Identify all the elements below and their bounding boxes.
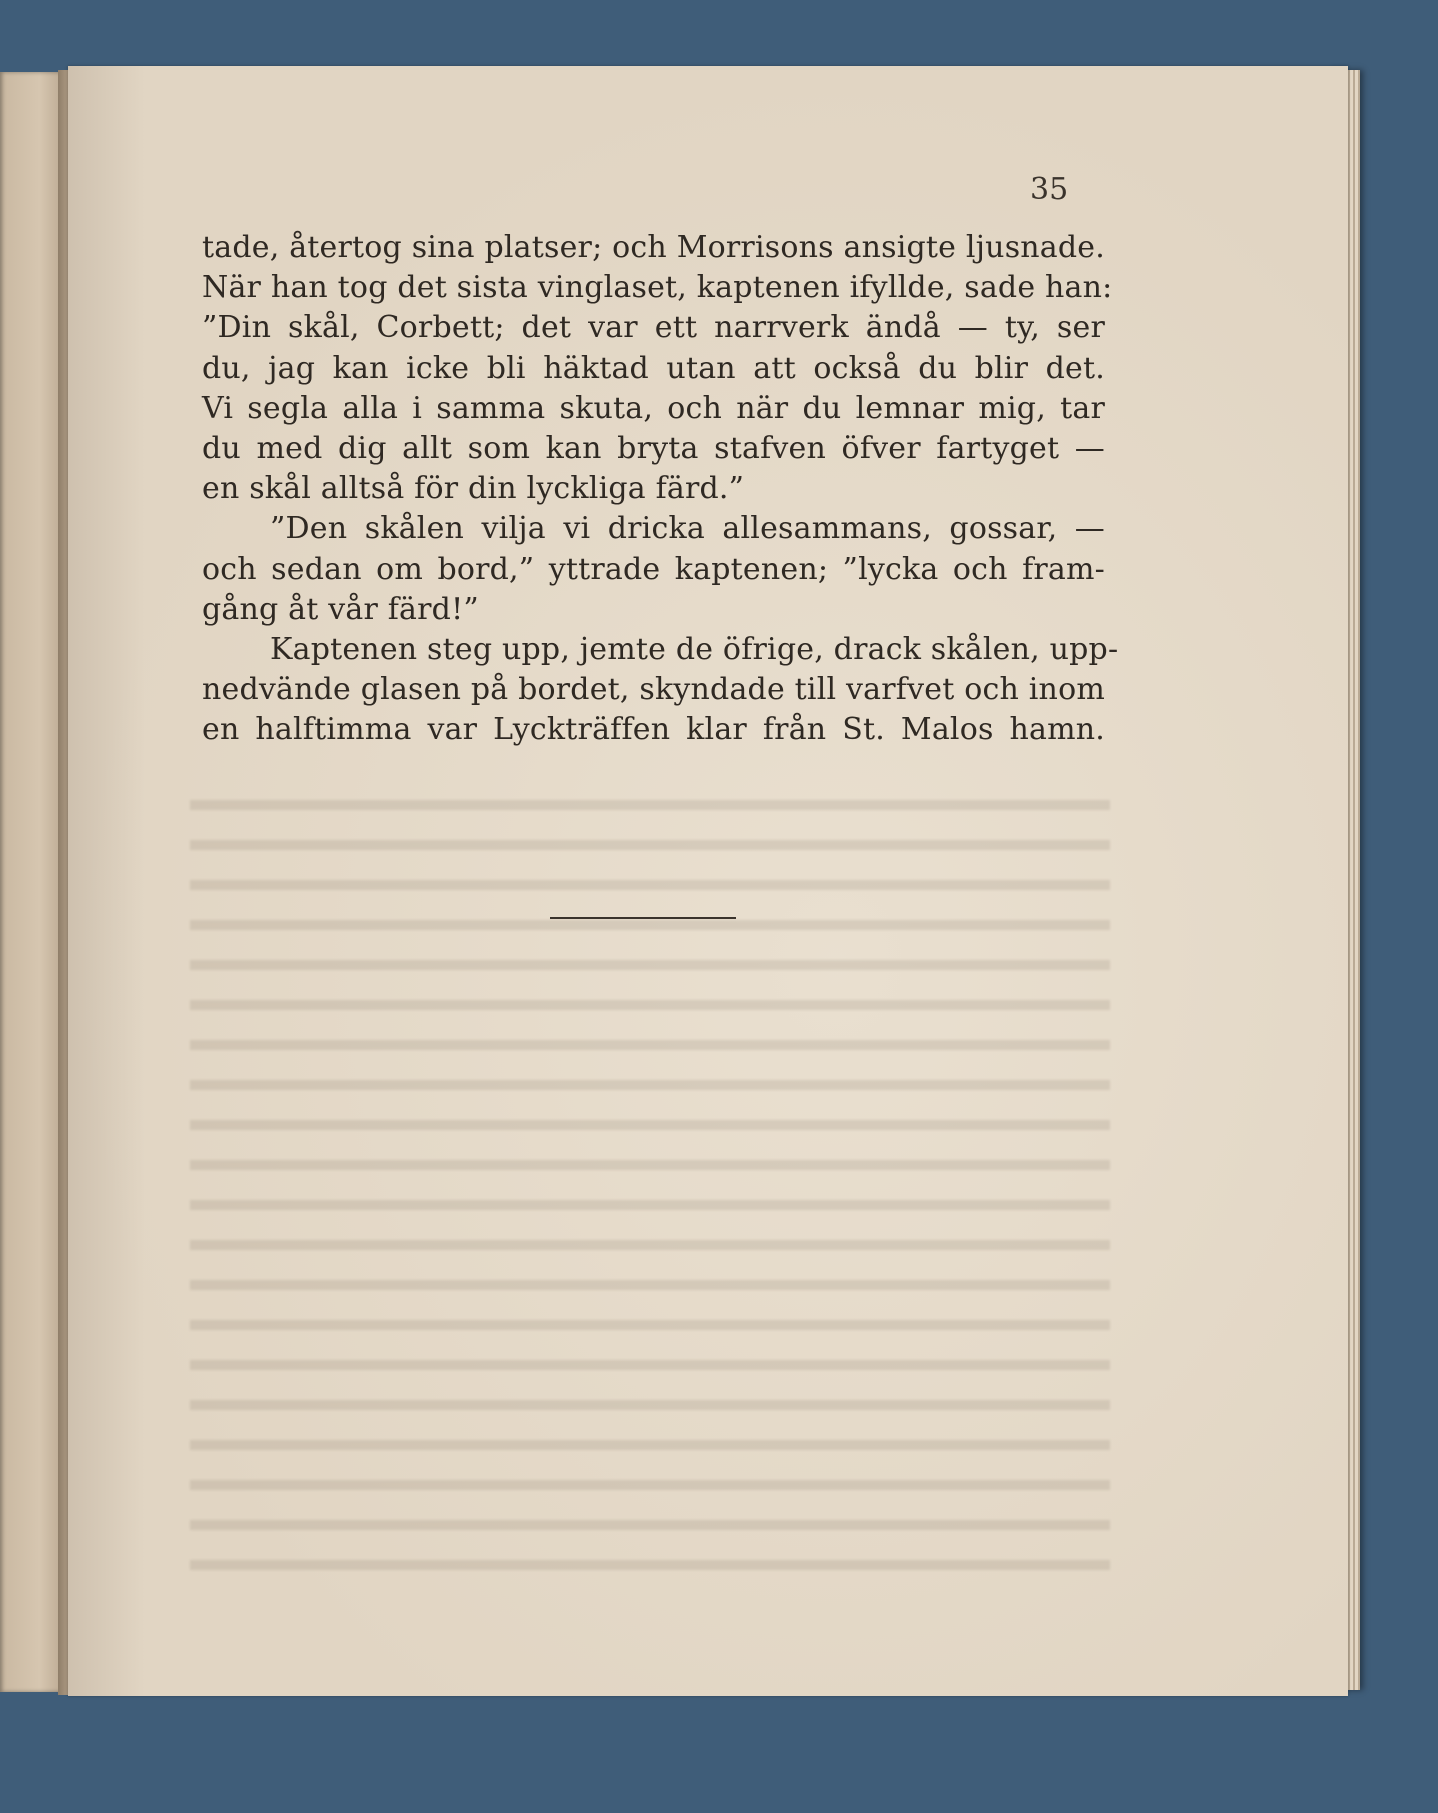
text-line: När han tog det sista vinglaset, kaptenen ifyllde, sade han: bbox=[202, 270, 1113, 306]
text-line: ”Den skålen vilja vi dricka allesammans, gossar, — bbox=[270, 511, 1105, 547]
show-through-text bbox=[190, 800, 1110, 1600]
text-line: Vi segla alla i samma skuta, och när du lemnar mig, tar bbox=[202, 390, 1105, 426]
section-end-rule bbox=[550, 917, 736, 919]
left-page-edge bbox=[0, 72, 66, 1692]
text-line: och sedan om bord,” yttrade kaptenen; ”lycka och fram- bbox=[202, 551, 1105, 587]
text-line: ”Din skål, Corbett; det var ett narrverk ändå — ty, ser bbox=[202, 310, 1105, 346]
text-line: en skål alltså för din lyckliga färd.” bbox=[202, 471, 745, 507]
page-number: 35 bbox=[1030, 172, 1069, 207]
page-body-text bbox=[202, 228, 1119, 750]
text-line: Kaptenen steg upp, jemte de öfrige, drack skålen, upp- bbox=[270, 631, 1119, 667]
text-line: tade, återtog sina platser; och Morrisons ansigte ljusnade. bbox=[202, 230, 1105, 265]
text-line: en halftimma var Lyckträffen klar från St. Malos hamn. bbox=[202, 712, 1105, 748]
text-line: du med dig allt som kan bryta stafven öfver fartyget — bbox=[202, 430, 1105, 466]
text-line: nedvände glasen på bordet, skyndade till varfvet och inom bbox=[202, 672, 1105, 708]
text-line: du, jag kan icke bli häktad utan att också du blir det. bbox=[202, 350, 1105, 386]
text-line: gång åt vår färd!” bbox=[202, 591, 479, 627]
